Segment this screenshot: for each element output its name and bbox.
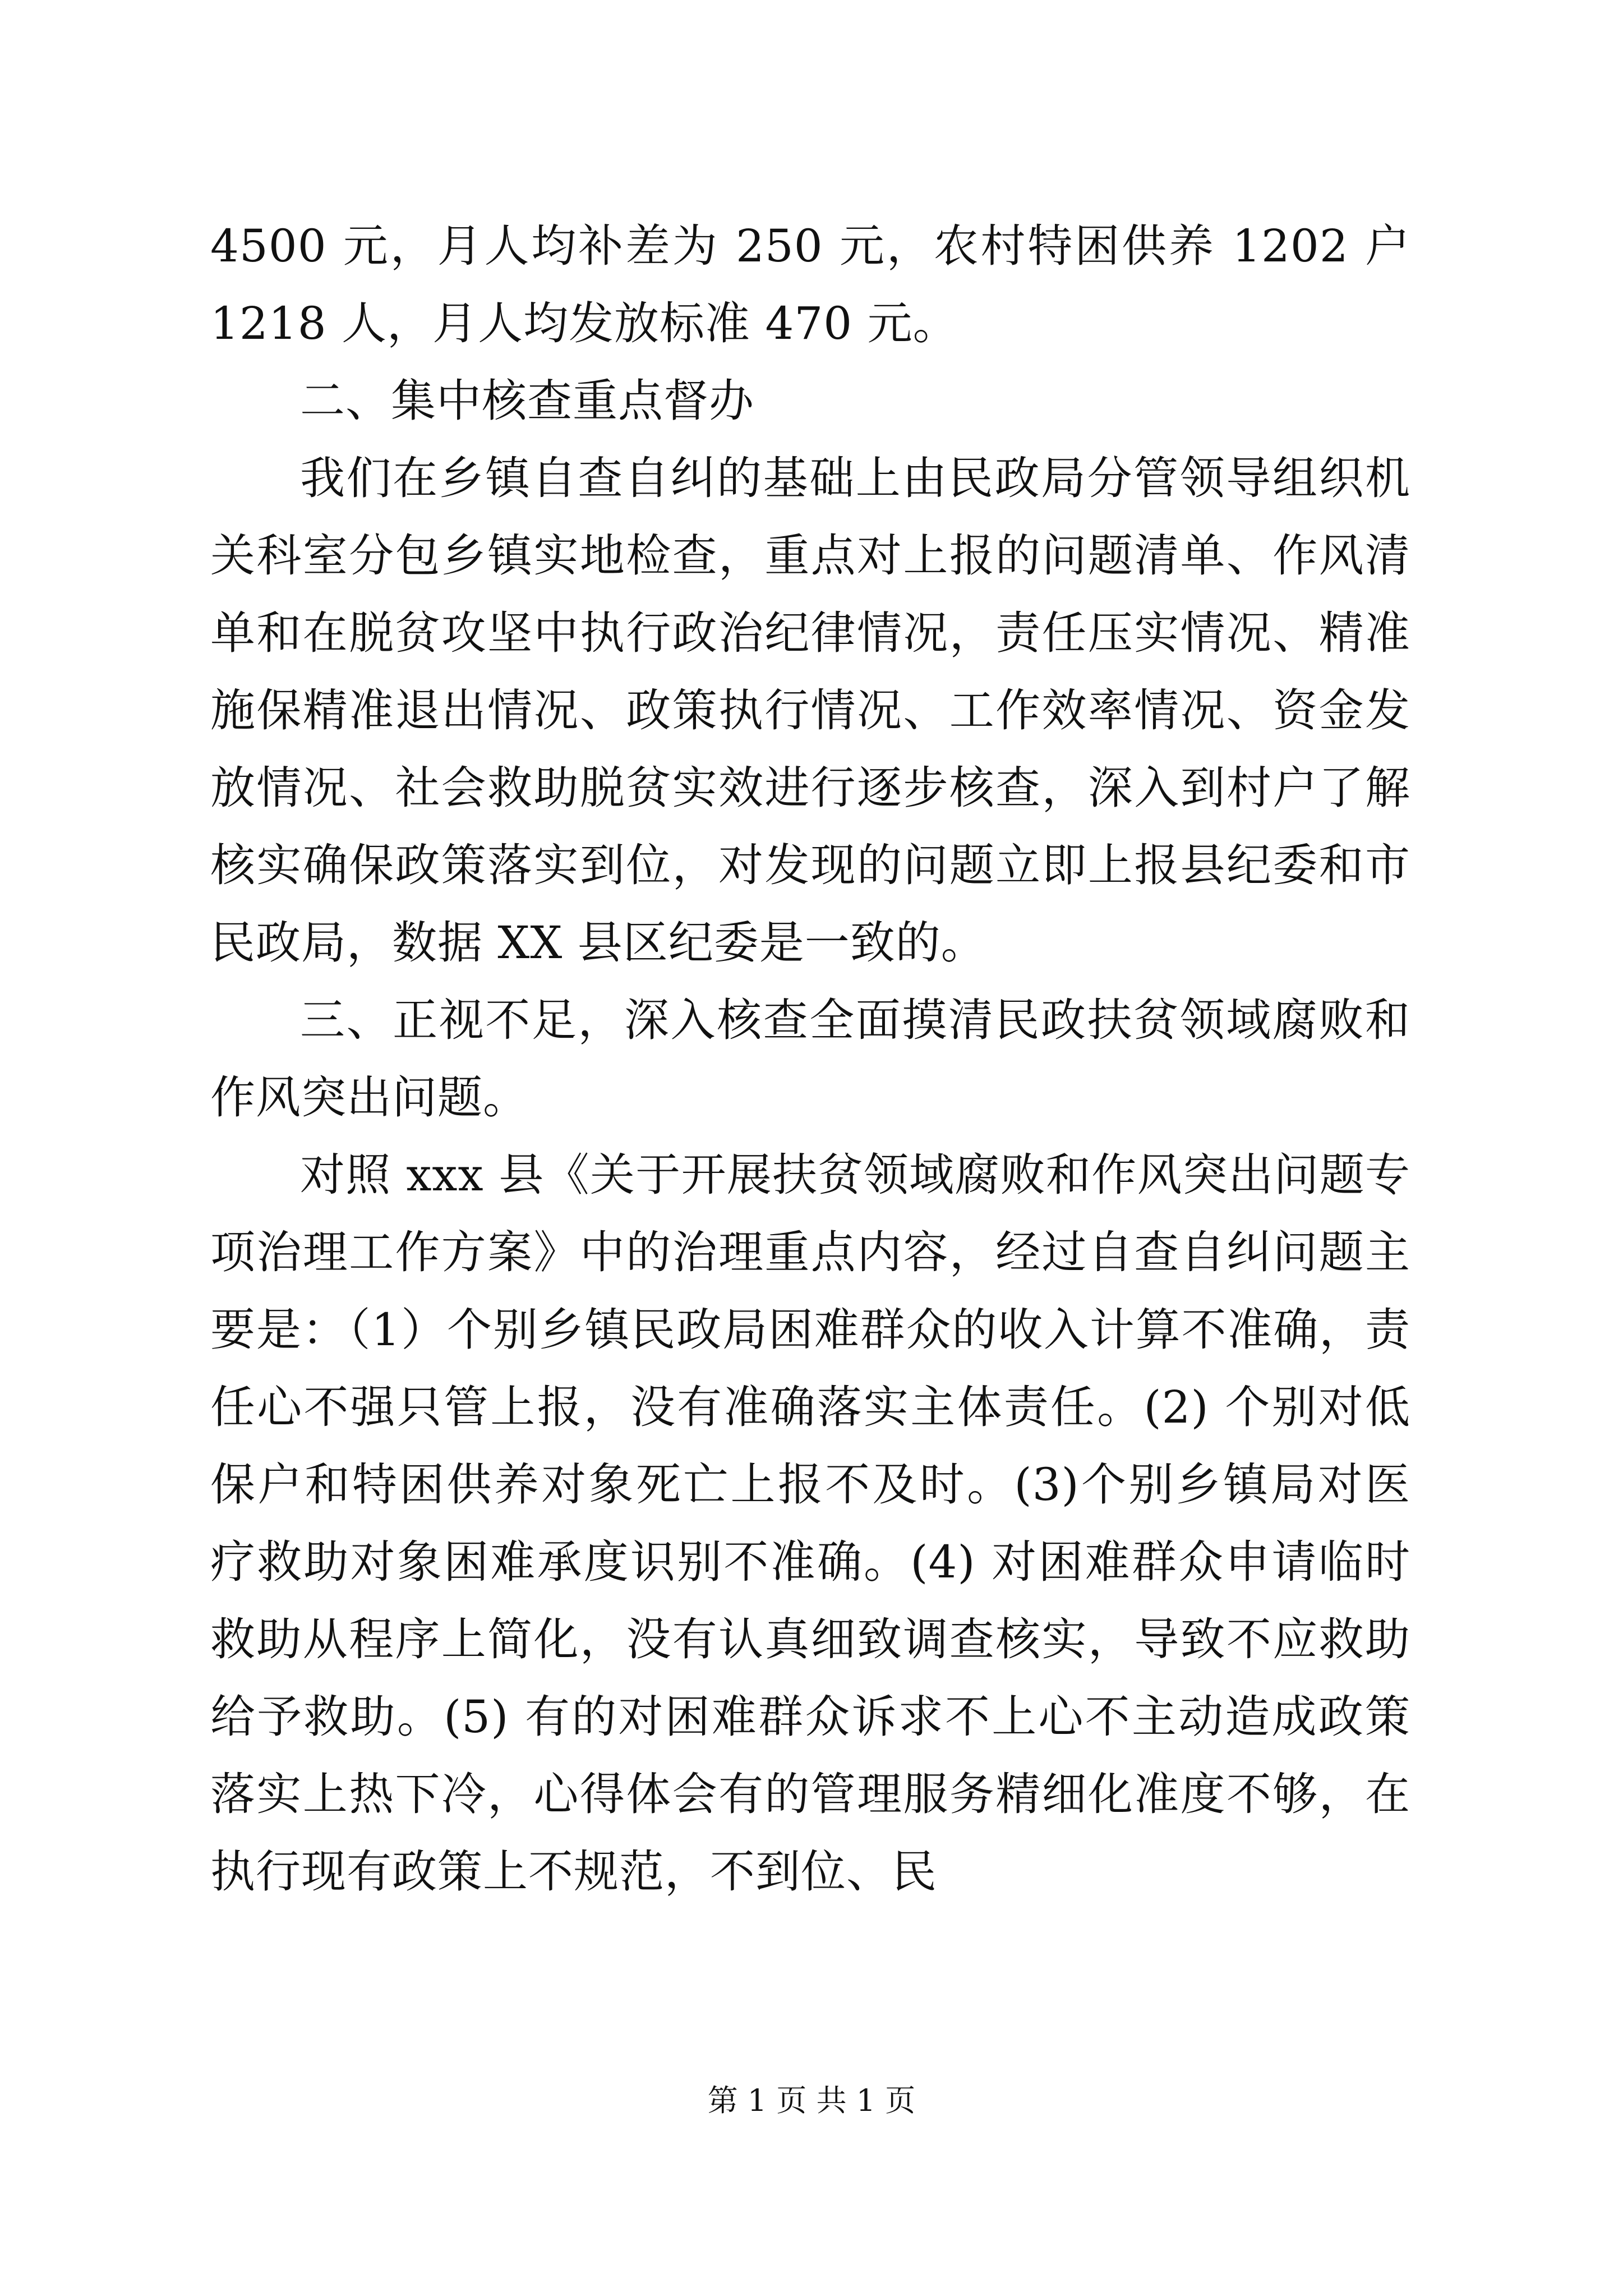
document-body bbox=[210, 208, 1410, 1911]
page-footer: 第 1 页 共 1 页 bbox=[707, 2083, 916, 2118]
heading-section-three: 三、正视不足，深入核查全面摸清民政扶贫领域腐败和作风突出问题。 bbox=[210, 994, 1410, 1124]
paragraph-inspection: 我们在乡镇自查自纠的基础上由民政局分管领导组织机关科室分包乡镇实地检查，重点对上报的问题清单、作风清单和在脱贫攻坚中执行政治纪律情况，责任压实情况、精准施保精准退出情况、政策执行情况、工作效率情况、资金发放情况、社会救助脱贫实效进行逐步核查，深入到村户了解核实确保政策落实到位，对发现的问题立即上报县纪委和市民政局，数据 XX 县区纪委是一致的。 bbox=[210, 452, 1410, 969]
paragraph-problems-list: 对照 xxx 县《关于开展扶贫领域腐败和作风突出问题专项治理工作方案》中的治理重点内容，经过自查自纠问题主要是：（1）个别乡镇民政局困难群众的收入计算不准确，责任心不强只管上报，没有准确落实主体责任。(2) 个别对低保户和特困供养对象死亡上报不及时。(3)个别乡镇局对医疗救助对象困难承度识别不准确。(4) 对困难群众申请临时救助从程序上简化，没有认真细致调查核实，导致不应救助给予救助。(5) 有的对困难群众诉求不上心不主动造成政策落实上热下冷，心得体会有的管理服务精细化准度不够，在执行现有政策上不规范，不到位、民 bbox=[210, 1149, 1410, 1898]
paragraph-assistance-figures: 4500 元，月人均补差为 250 元，农村特困供养 1202 户 1218 人，月人均发放标准 470 元。 bbox=[210, 220, 1410, 349]
heading-section-two: 二、集中核查重点督办 bbox=[300, 375, 754, 427]
